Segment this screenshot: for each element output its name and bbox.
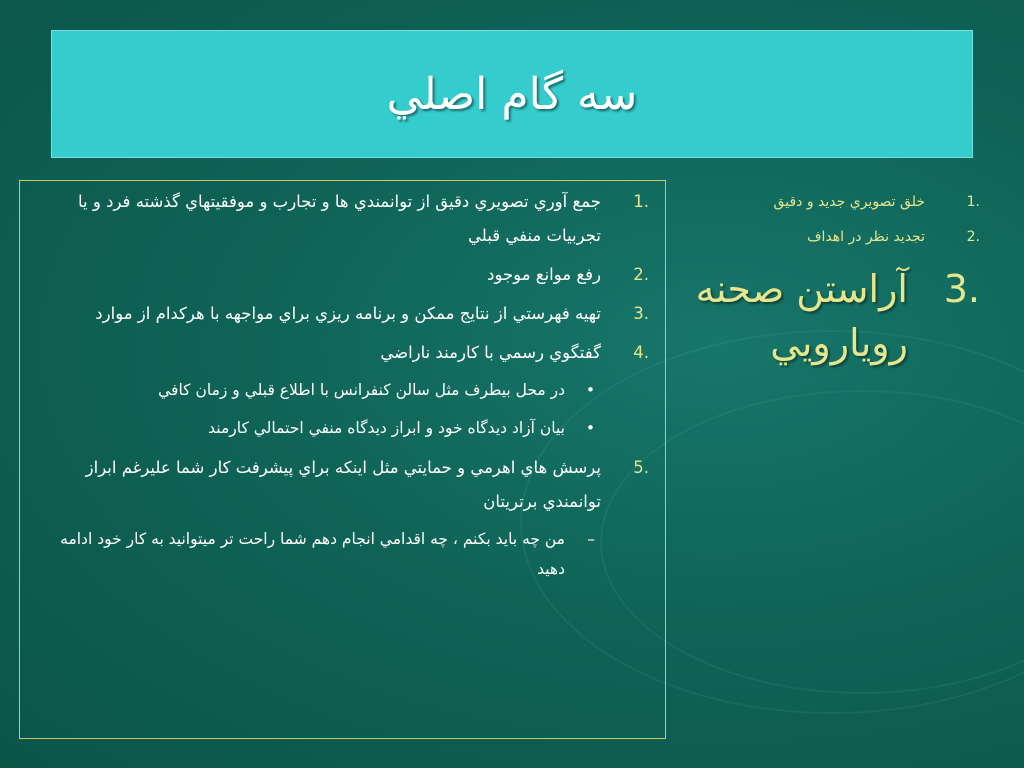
dash-icon: –	[587, 530, 595, 548]
item-text: رفع موانع موجود	[487, 265, 601, 284]
item-number: .1	[633, 192, 649, 211]
sub-list-item	[34, 375, 649, 405]
sub-list-item	[34, 413, 649, 443]
step-text: آراستن صحنه رويارويي	[695, 267, 908, 365]
steps-list	[680, 192, 980, 370]
item-text: پرسش هاي اهرمي و حمايتي مثل اينكه براي پيشرفت كار شما عليرغم ابراز توانمندي برتريتان	[85, 458, 601, 511]
sub-item-text: در محل بيطرف مثل سالن كنفرانس با اطلاع قبلي و زمان كافي	[158, 381, 565, 399]
item-text: جمع آوري تصويري دقيق از توانمندي ها و تجارب و موفقيتهاي گذشته فرد و يا تجربيات منفي قبلي	[78, 192, 601, 245]
item-number: .4	[633, 343, 649, 362]
step-text: خلق تصويري جديد و دقيق	[773, 194, 925, 210]
step-number: .2	[966, 229, 980, 245]
item-number: .3	[633, 304, 649, 323]
sub-item-text: من چه بايد بكنم ، چه اقدامي انجام دهم شما راحت تر ميتوانيد به كار خود ادامه دهيد	[60, 530, 565, 578]
step-text: تجديد نظر در اهداف	[806, 229, 925, 245]
item-text: تهيه فهرستي از نتايج ممكن و برنامه ريزي براي مواجهه با هركدام از موارد	[95, 304, 601, 323]
content-frame	[19, 180, 666, 739]
list-item	[34, 336, 649, 370]
step-item-current	[680, 262, 980, 370]
item-number: .5	[633, 458, 649, 477]
item-number: .2	[633, 265, 649, 284]
step-item	[680, 227, 980, 247]
bullet-icon: •	[585, 381, 595, 399]
title-bar	[51, 30, 973, 158]
step-number: .3	[943, 267, 980, 311]
item-text: گفتگوي رسمي با كارمند ناراضي	[380, 343, 601, 362]
sub-item-text: بيان آزاد ديدگاه خود و ابراز ديدگاه منفي احتمالي كارمند	[208, 419, 565, 437]
list-item	[34, 451, 649, 519]
sub-list-item	[34, 524, 649, 584]
step-item	[680, 192, 980, 212]
step-number: .1	[966, 194, 980, 210]
list-item	[34, 185, 649, 253]
bullet-icon: •	[585, 419, 595, 437]
list-item	[34, 297, 649, 331]
slide-title: سه گام اصلي	[386, 68, 638, 120]
list-item	[34, 258, 649, 292]
